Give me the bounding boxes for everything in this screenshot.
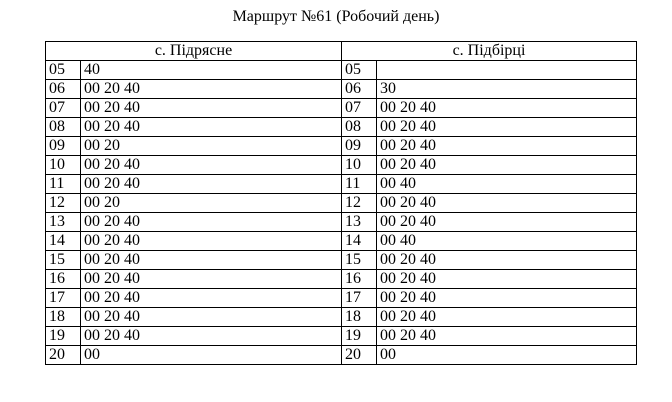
table-row — [46, 346, 637, 365]
hour-cell-a: 17 — [46, 289, 81, 308]
table-row — [46, 137, 637, 156]
page-title: Маршрут №61 (Робочий день) — [232, 8, 440, 25]
hour-cell-a: 05 — [46, 61, 81, 80]
hour-cell-a: 14 — [46, 232, 81, 251]
table-row — [46, 308, 637, 327]
timetable-header-row — [46, 42, 637, 61]
table-row — [46, 99, 637, 118]
hour-cell-b: 07 — [342, 99, 377, 118]
hour-cell-b: 13 — [342, 213, 377, 232]
minutes-cell-a: 00 20 40 — [81, 80, 342, 99]
minutes-cell-b: 00 20 40 — [377, 137, 637, 156]
hour-cell-b: 06 — [342, 80, 377, 99]
minutes-cell-a: 00 20 40 — [81, 251, 342, 270]
minutes-cell-a: 00 20 — [81, 137, 342, 156]
table-row — [46, 156, 637, 175]
table-row — [46, 289, 637, 308]
hour-cell-a: 11 — [46, 175, 81, 194]
hour-cell-a: 18 — [46, 308, 81, 327]
hour-cell-b: 08 — [342, 118, 377, 137]
minutes-cell-a: 00 20 40 — [81, 99, 342, 118]
minutes-cell-a: 00 20 40 — [81, 308, 342, 327]
hour-cell-b: 19 — [342, 327, 377, 346]
hour-cell-b: 18 — [342, 308, 377, 327]
hour-cell-a: 15 — [46, 251, 81, 270]
minutes-cell-b: 00 20 40 — [377, 308, 637, 327]
minutes-cell-b: 00 20 40 — [377, 251, 637, 270]
minutes-cell-b: 00 20 40 — [377, 194, 637, 213]
table-row — [46, 61, 637, 80]
minutes-cell-b: 00 20 40 — [377, 327, 637, 346]
hour-cell-b: 16 — [342, 270, 377, 289]
hour-cell-a: 10 — [46, 156, 81, 175]
hour-cell-b: 10 — [342, 156, 377, 175]
hour-cell-a: 08 — [46, 118, 81, 137]
minutes-cell-a: 00 20 40 — [81, 118, 342, 137]
minutes-cell-b: 00 20 40 — [377, 213, 637, 232]
minutes-cell-a: 00 20 40 — [81, 232, 342, 251]
hour-cell-b: 15 — [342, 251, 377, 270]
timetable-body — [46, 61, 637, 365]
minutes-cell-b: 00 20 40 — [377, 270, 637, 289]
table-row — [46, 118, 637, 137]
hour-cell-a: 19 — [46, 327, 81, 346]
minutes-cell-a: 00 — [81, 346, 342, 365]
table-row — [46, 232, 637, 251]
minutes-cell-a: 00 20 40 — [81, 175, 342, 194]
minutes-cell-a: 00 20 40 — [81, 270, 342, 289]
hour-cell-a: 16 — [46, 270, 81, 289]
minutes-cell-b: 00 — [377, 346, 637, 365]
minutes-cell-a: 00 20 40 — [81, 156, 342, 175]
table-row — [46, 251, 637, 270]
table-row — [46, 213, 637, 232]
minutes-cell-b: 00 20 40 — [377, 118, 637, 137]
hour-cell-b: 05 — [342, 61, 377, 80]
minutes-cell-b: 00 40 — [377, 175, 637, 194]
minutes-cell-b: 30 — [377, 80, 637, 99]
minutes-cell-a: 00 20 40 — [81, 289, 342, 308]
hour-cell-b: 09 — [342, 137, 377, 156]
minutes-cell-b: 00 20 40 — [377, 99, 637, 118]
hour-cell-a: 09 — [46, 137, 81, 156]
minutes-cell-b: 00 40 — [377, 232, 637, 251]
minutes-cell-b: 00 20 40 — [377, 289, 637, 308]
table-row — [46, 270, 637, 289]
hour-cell-a: 06 — [46, 80, 81, 99]
table-row — [46, 80, 637, 99]
minutes-cell-a: 00 20 — [81, 194, 342, 213]
minutes-cell-b: 00 20 40 — [377, 156, 637, 175]
hour-cell-b: 20 — [342, 346, 377, 365]
hour-cell-a: 12 — [46, 194, 81, 213]
hour-cell-a: 20 — [46, 346, 81, 365]
hour-cell-b: 14 — [342, 232, 377, 251]
column-header-pidbirtsi: с. Підбірці — [342, 42, 637, 61]
table-row — [46, 175, 637, 194]
timetable — [45, 41, 637, 365]
hour-cell-b: 11 — [342, 175, 377, 194]
table-row — [46, 194, 637, 213]
hour-cell-b: 17 — [342, 289, 377, 308]
minutes-cell-b — [377, 61, 637, 80]
table-row — [46, 327, 637, 346]
hour-cell-a: 13 — [46, 213, 81, 232]
minutes-cell-a: 00 20 40 — [81, 327, 342, 346]
minutes-cell-a: 00 20 40 — [81, 213, 342, 232]
hour-cell-a: 07 — [46, 99, 81, 118]
hour-cell-b: 12 — [342, 194, 377, 213]
minutes-cell-a: 40 — [81, 61, 342, 80]
column-header-podriasne: с. Підрясне — [46, 42, 342, 61]
